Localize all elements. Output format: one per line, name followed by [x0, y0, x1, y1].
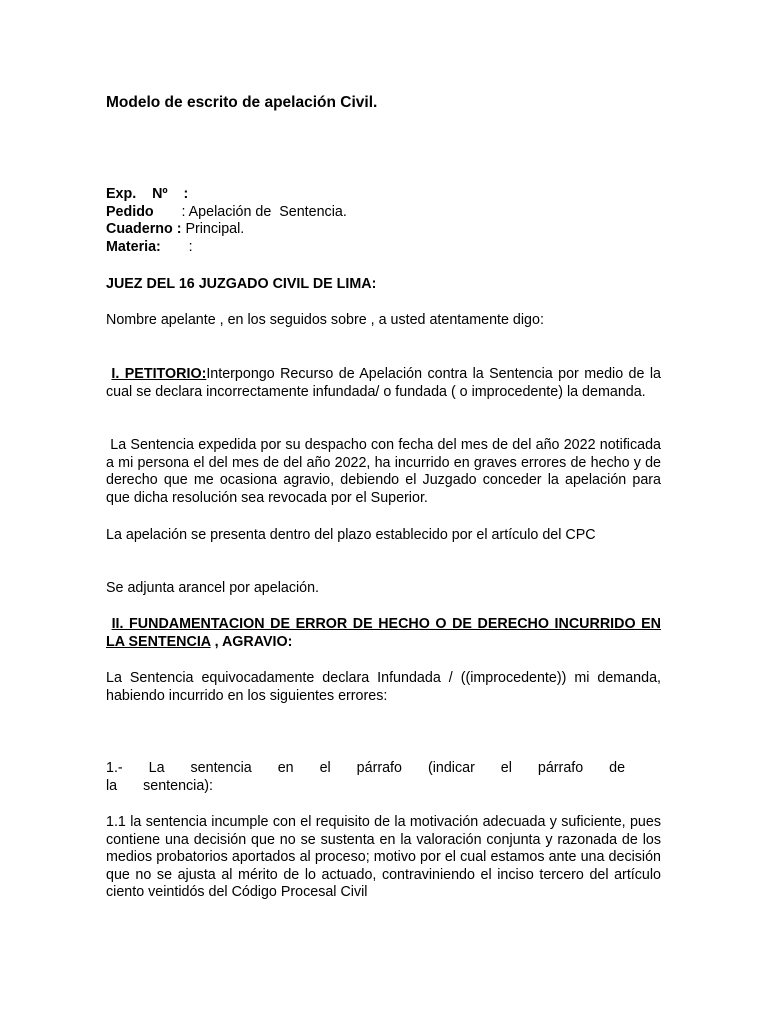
sentencia-text: La Sentencia expedida por su despacho con fecha del mes de del año 2022 notificada a mi persona el del mes de del año 2022, ha incurrido en graves errores de hecho y de derecho que me ocasiona agravio, debiendo el Juzgado conceder la apelación para que dicha resolución sea revocada por el Superior. — [106, 437, 661, 506]
meta-value-cuaderno: Principal. — [181, 221, 245, 238]
petitorio-heading: I. PETITORIO: — [111, 366, 207, 382]
fundamentacion-heading-text: II. FUNDAMENTACION DE ERROR DE HECHO O DE DERECHO INCURRIDO EN LA SENTENCIA — [106, 616, 661, 650]
case-metadata — [106, 186, 661, 256]
meta-value-pedido: : Apelación de Sentencia. — [153, 203, 347, 220]
arancel-paragraph: Se adjunta arancel por apelación. — [106, 580, 320, 596]
meta-value-materia: : — [160, 238, 193, 255]
meta-key-materia: Materia: — [106, 238, 161, 255]
sentencia-paragraph — [106, 437, 661, 507]
fundamentacion-heading-suffix: , AGRAVIO: — [210, 633, 293, 650]
meta-row-expediente — [106, 186, 661, 204]
meta-row-cuaderno — [106, 221, 661, 239]
judge-addressee: JUEZ DEL 16 JUZGADO CIVIL DE LIMA: — [106, 276, 377, 292]
meta-key-cuaderno: Cuaderno : — [106, 221, 182, 238]
error-item-1: 1.- La sentencia en el párrafo (indicar el párrafo de la sentencia): — [106, 760, 626, 794]
plazo-paragraph: La apelación se presenta dentro del plazo establecido por el artículo del CPC — [106, 527, 596, 543]
fundamentacion-heading — [106, 616, 661, 651]
document-title: Modelo de escrito de apelación Civil. — [106, 94, 378, 111]
petitorio-text: Interpongo Recurso de Apelación contra la Sentencia por medio de la cual se declara incorrectamente infundada/ o fundada ( o improcedente) la demanda. — [106, 366, 661, 400]
equivoca-paragraph: La Sentencia equivocadamente declara Infundada / ((improcedente)) mi demanda, habiendo incurrido en los siguientes errores: — [106, 670, 661, 704]
intro-paragraph: Nombre apelante , en los seguidos sobre , a usted atentamente digo: — [106, 312, 544, 328]
petitorio-paragraph — [106, 366, 661, 401]
error-item-1-1: 1.1 la sentencia incumple con el requisito de la motivación adecuada y suficiente, pues contiene una decisión que no se sustenta en la valoración conjunta y razonada de los medios probatorios aportados al proceso; motivo por el cual estamos ante una decisión que no se ajusta al mérito de lo actuado, contraviniendo el inciso tercero del artículo ciento veintidós del Código Procesal Civil — [106, 814, 661, 901]
meta-key-expediente: Exp. Nº : — [106, 186, 189, 202]
meta-row-materia — [106, 239, 661, 257]
meta-key-pedido: Pedido — [106, 203, 154, 220]
meta-row-pedido — [106, 204, 661, 222]
